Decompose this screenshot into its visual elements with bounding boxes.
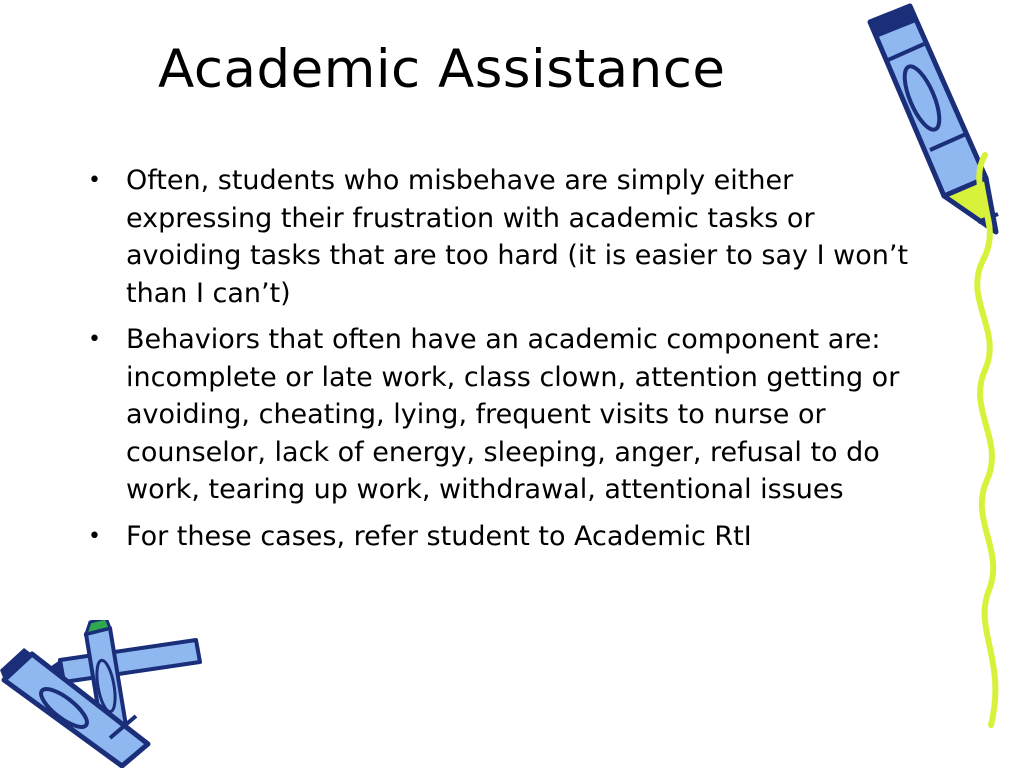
bullet-text: Behaviors that often have an academic component are: incomplete or late work, class clown, attention getting or avoiding, cheating, lying, frequent visits to nurse or counselor, lack of energy, sleeping, anger, refusal to do work, tearing up work, withdrawal, attentional issues (126, 324, 900, 505)
bullet-dot: • (88, 523, 101, 549)
bullet-dot: • (88, 168, 101, 193)
squiggle-decoration-icon (945, 150, 1024, 730)
bullet-item (88, 162, 938, 312)
bullet-item (88, 518, 938, 556)
crayons-bottom-icon (0, 620, 210, 768)
slide-title: Academic Assistance (158, 39, 726, 100)
bullet-item (88, 321, 938, 509)
bullet-text: Often, students who misbehave are simply either expressing their frustration with academic tasks or avoiding tasks that are too hard (it is easier to say I won’t than I can’t) (126, 165, 909, 309)
bullet-list (88, 162, 938, 564)
bullet-text: For these cases, refer student to Academic RtI (126, 520, 752, 552)
bullet-dot: • (88, 327, 101, 352)
